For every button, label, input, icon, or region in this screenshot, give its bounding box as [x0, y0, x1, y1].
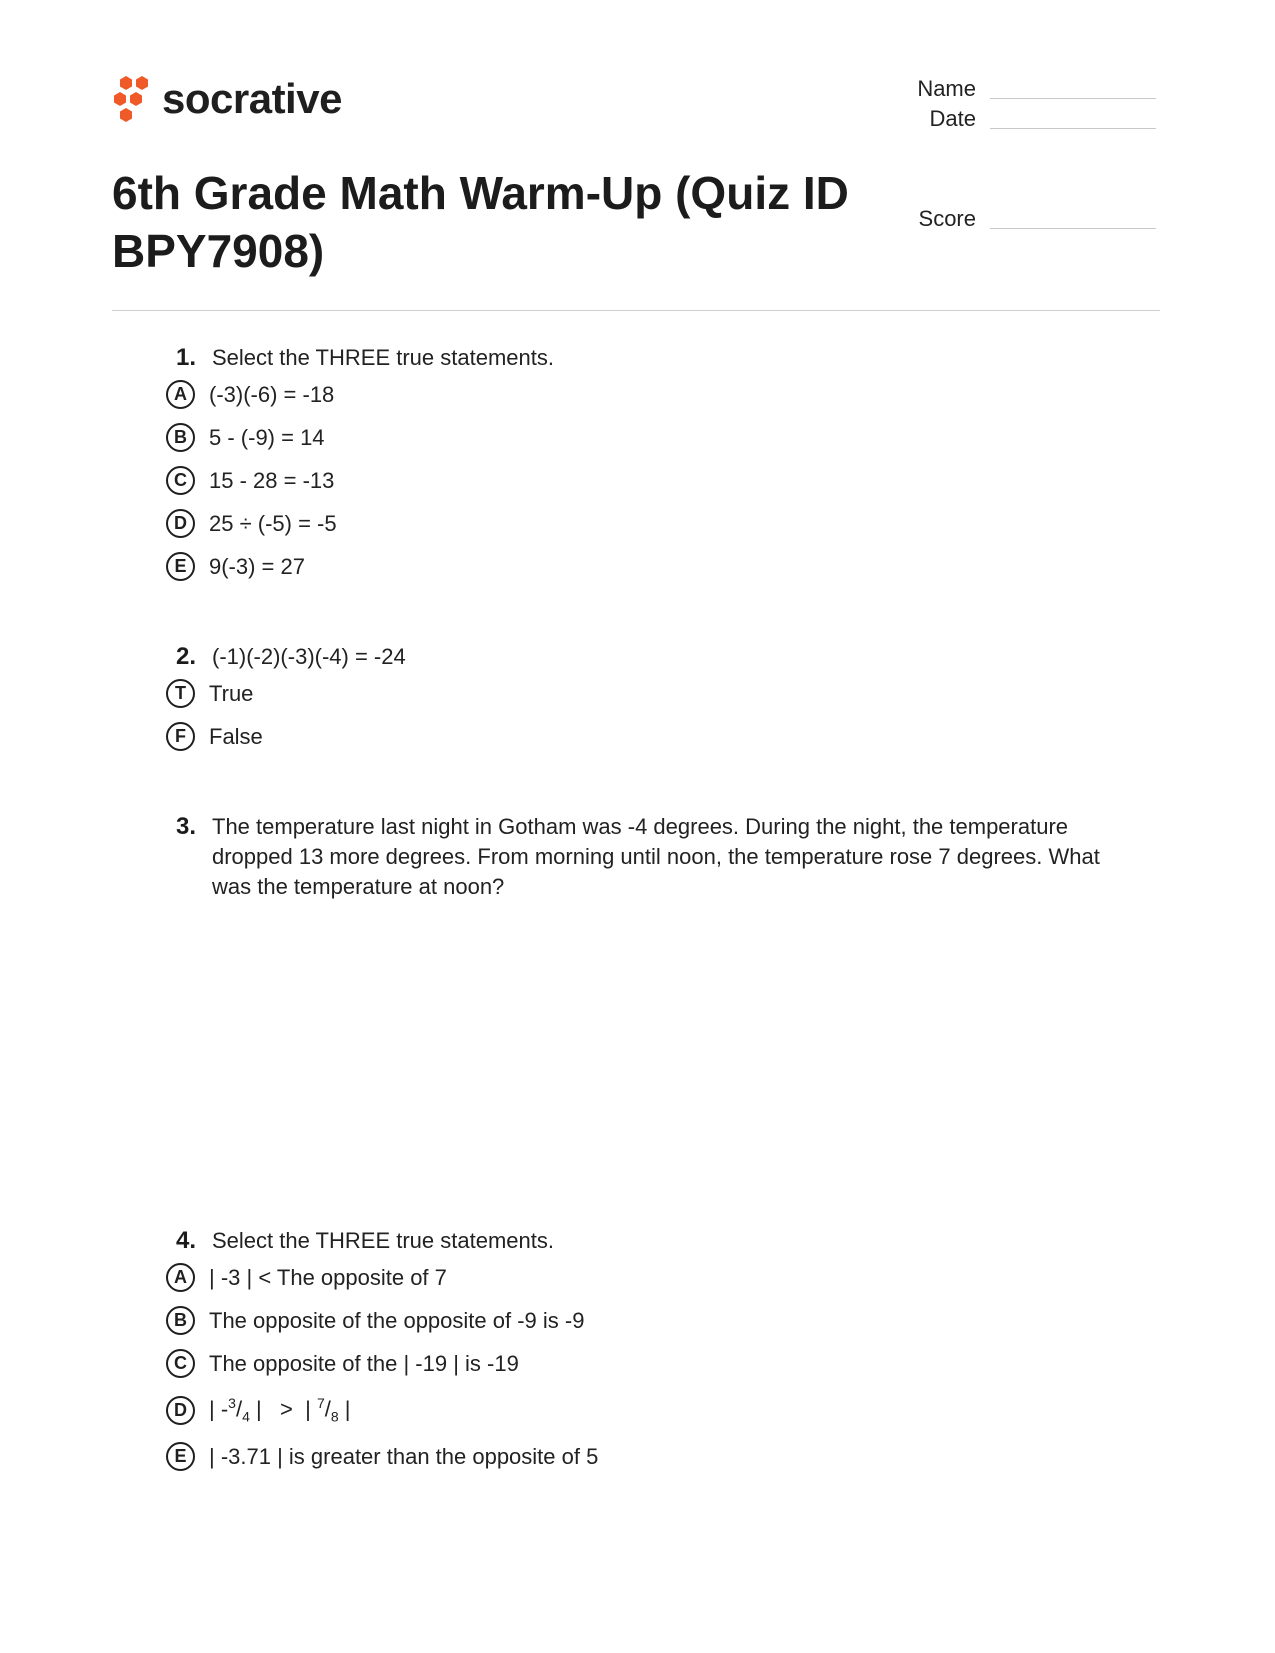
name-field[interactable] [836, 76, 1156, 102]
question-4 [160, 1226, 598, 1478]
name-blank[interactable] [990, 98, 1156, 99]
option-text: 25 ÷ (-5) = -5 [209, 510, 337, 536]
option-bubble[interactable]: D [166, 1396, 195, 1425]
question-number: 1. [175, 344, 196, 371]
brand-name: socrative [162, 75, 342, 122]
option-bubble[interactable]: A [166, 1263, 195, 1292]
option-text: | -3.71 | is greater than the opposite of 5 [209, 1443, 599, 1469]
option-text: True [209, 680, 254, 706]
question-text: The temperature last night in Gotham was -4 degrees. During the night, the temperature dropped 13 more degrees. From morning until noon, the temperature rose 7 degrees. What was the temperature at noon? [212, 814, 1100, 899]
option-e[interactable] [160, 1435, 598, 1478]
score-label: Score [918, 206, 976, 231]
option-e[interactable] [160, 545, 554, 588]
option-text: | -3 | < The opposite of 7 [209, 1264, 447, 1290]
option-text: 15 - 28 = -13 [209, 467, 335, 493]
option-text: 5 - (-9) = 14 [209, 424, 325, 450]
option-bubble[interactable]: C [166, 1349, 195, 1378]
option-text: False [209, 723, 263, 749]
question-number: 2. [175, 643, 196, 670]
option-true[interactable] [160, 672, 406, 715]
date-blank[interactable] [990, 128, 1156, 129]
question-number: 3. [175, 813, 196, 840]
option-c[interactable] [160, 459, 554, 502]
option-bubble[interactable]: T [166, 679, 195, 708]
page-title: 6th Grade Math Warm-Up (Quiz ID BPY7908) [112, 167, 849, 277]
option-b[interactable] [160, 1299, 598, 1342]
fraction-slash: / [324, 1396, 331, 1422]
fraction-numerator: 7 [316, 1395, 325, 1412]
option-d[interactable] [160, 1385, 598, 1435]
question-text: Select the THREE true statements. [212, 345, 554, 370]
date-field[interactable] [836, 106, 1156, 132]
option-text: The opposite of the opposite of -9 is -9 [209, 1307, 585, 1333]
option-bubble[interactable]: D [166, 509, 195, 538]
option-bubble[interactable]: B [166, 423, 195, 452]
date-label: Date [929, 106, 976, 131]
socrative-hexagon-icon [112, 74, 150, 124]
score-field[interactable] [836, 206, 1156, 232]
name-label: Name [917, 76, 976, 101]
option-d[interactable] [160, 502, 554, 545]
option-c[interactable] [160, 1342, 598, 1385]
option-bubble[interactable]: C [166, 466, 195, 495]
score-blank[interactable] [990, 228, 1156, 229]
socrative-logo [112, 74, 342, 124]
option-a[interactable] [160, 1256, 598, 1299]
header-divider [112, 310, 1160, 311]
option-text: The opposite of the | -19 | is -19 [209, 1350, 519, 1376]
option-text-fraction [209, 1395, 351, 1425]
abs-bar-open: | - [209, 1396, 229, 1422]
option-text: (-3)(-6) = -18 [209, 381, 335, 407]
fraction-denominator: 4 [242, 1408, 250, 1425]
question-1 [160, 343, 554, 588]
fraction-denominator: 8 [330, 1408, 339, 1425]
option-bubble[interactable]: B [166, 1306, 195, 1335]
option-b[interactable] [160, 416, 554, 459]
option-bubble[interactable]: E [166, 552, 195, 581]
option-bubble[interactable]: A [166, 380, 195, 409]
abs-bar-close: | [338, 1396, 351, 1422]
option-a[interactable] [160, 373, 554, 416]
option-text: 9(-3) = 27 [209, 553, 305, 579]
question-2 [160, 642, 406, 758]
fraction-numerator: 3 [228, 1395, 236, 1412]
question-text: Select the THREE true statements. [212, 1228, 554, 1253]
question-text: (-1)(-2)(-3)(-4) = -24 [212, 644, 406, 669]
comparison: | > | [249, 1396, 317, 1422]
question-3 [160, 812, 1112, 902]
option-bubble[interactable]: F [166, 722, 195, 751]
option-bubble[interactable]: E [166, 1442, 195, 1471]
fraction-slash: / [235, 1396, 243, 1422]
question-number: 4. [175, 1227, 196, 1254]
option-false[interactable] [160, 715, 406, 758]
